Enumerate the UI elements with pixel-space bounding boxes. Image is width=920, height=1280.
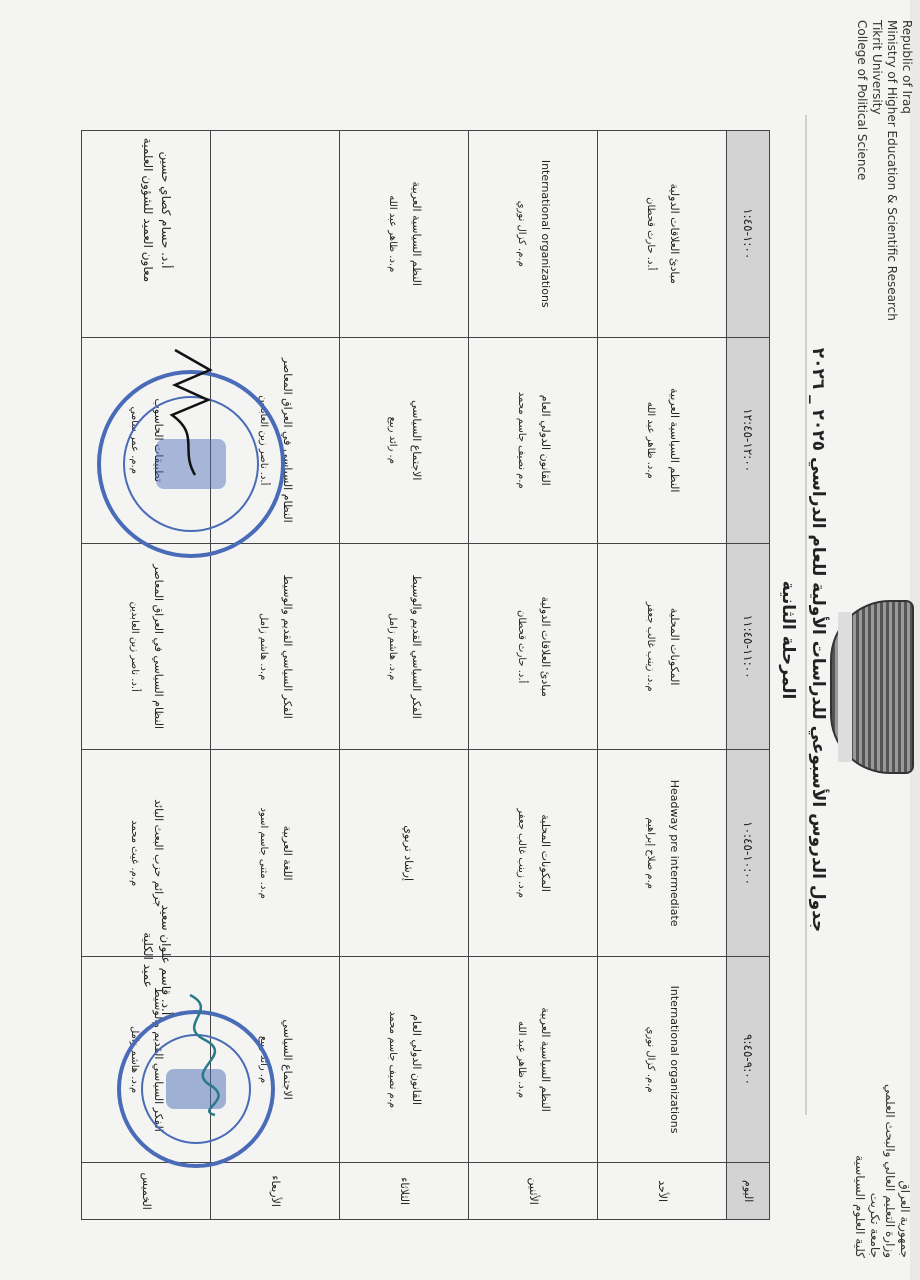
assistant-dean-title: معاون العميد للشؤون العلمية — [141, 137, 155, 283]
subject-name: International organizations — [539, 159, 552, 308]
table-row — [340, 131, 469, 1220]
header-arabic — [852, 918, 912, 1258]
class-cell — [469, 131, 598, 338]
header-ar-line: وزارة التعليم العالي والبحث العلمي — [883, 1084, 897, 1258]
instructor-name: أ.د. ناصر زين العابدين — [129, 601, 140, 692]
instructor-name: م.د. هاشم زامل — [258, 613, 269, 681]
instructor-name: م.د. ظاهر عبد الله — [645, 401, 656, 479]
class-cell — [340, 956, 469, 1162]
subject-name: جرائم حزب البعث البائد — [152, 799, 165, 908]
table-row — [598, 131, 727, 1220]
day-cell: الخميس — [82, 1163, 211, 1220]
subject-name: Headway pre intermediate — [668, 779, 681, 927]
subject-name: الفكر السياسي القديم والوسيط — [281, 574, 294, 719]
day-cell: الأربعاء — [211, 1163, 340, 1220]
class-cell — [211, 131, 340, 338]
subject-name: النظم السياسية العربية — [539, 1007, 552, 1112]
instructor-name: م. رائد ربيع — [258, 1035, 269, 1084]
instructor-name: م.م. عمر سامي — [129, 406, 140, 474]
subject-name: الاجتماع السياسي — [410, 399, 423, 481]
instructor-name: م.د. ظاهر عبد الله — [516, 1021, 527, 1099]
subject-name: الفكر السياسي القديم والوسيط — [152, 987, 165, 1132]
instructor-name: م.د. مثنى جاسم اسود — [258, 807, 269, 899]
instructor-name: أ.د. حارث قحطان — [516, 610, 527, 684]
instructor-name: م.م نصيف جاسم محمد — [516, 391, 527, 489]
assistant-dean-name: أ.د. حسام كصاي حسين — [159, 151, 173, 269]
class-cell — [598, 543, 727, 749]
subject-name: الفكر السياسي القديم والوسيط — [410, 574, 423, 719]
class-cell — [598, 956, 727, 1162]
instructor-name: م.د. هاشم زامل — [387, 613, 398, 681]
dean-signature-block — [139, 810, 175, 1110]
assistant-dean-signature-block — [139, 70, 175, 350]
day-cell: الثلاثاء — [340, 1163, 469, 1220]
subject-name: المكونات المحلية — [668, 607, 681, 686]
class-cell — [340, 543, 469, 749]
subject-name: المكونات المحلية — [539, 814, 552, 892]
time-header: ١٢:٠٠-١٢:٤٥ — [727, 337, 770, 543]
day-header: اليوم — [727, 1163, 770, 1220]
dean-title: عميد الكلية — [141, 932, 155, 988]
subject-name: تطبيقات الحاسوب — [152, 398, 165, 483]
document — [0, 10, 920, 1270]
header-en-line: Republic of Iraq — [900, 20, 914, 114]
day-cell: الأثنين — [469, 1163, 598, 1220]
instructor-name: م.م نصيف جاسم محمد — [387, 1011, 398, 1109]
subject-name: النظم السياسية العربية — [410, 181, 423, 286]
class-cell — [469, 337, 598, 543]
class-cell — [340, 337, 469, 543]
header-en-line: Tikrit University — [870, 20, 884, 115]
university-logo — [830, 600, 914, 774]
class-cell — [340, 750, 469, 956]
table-row — [469, 131, 598, 1220]
instructor-name: م.د. هاشم زامل — [129, 1025, 140, 1094]
class-cell — [598, 131, 727, 338]
class-cell — [598, 750, 727, 956]
table-header-row — [727, 131, 770, 1220]
instructor-name: أ.د. حارث قحطان — [645, 197, 656, 271]
subject-name: International organizations — [668, 985, 681, 1134]
time-header: ١٠:٠٠-١٠:٤٥ — [727, 750, 770, 956]
header-ar-line: كلية العلوم السياسية — [853, 1155, 867, 1258]
subject-name: القانون الدولي العام — [410, 1014, 423, 1106]
header-en-line: Ministry of Higher Education & Scientific Research — [885, 20, 899, 321]
subject-name: الاجتماع السياسي — [281, 1019, 294, 1100]
instructor-name: م. رائد ربيع — [387, 416, 398, 464]
dean-name: أ.د. قاسم علوان سعيد — [159, 904, 173, 1016]
instructor-name: م.م. كزال نوري — [516, 200, 527, 267]
header-ar-line: جمهورية العراق — [898, 1180, 912, 1258]
class-cell — [469, 956, 598, 1162]
instructor-name: م.م. غيث محمد — [129, 820, 140, 887]
dean-signature — [170, 990, 230, 1120]
class-cell — [340, 131, 469, 338]
subject-name: القانون الدولي العام — [539, 394, 552, 486]
subject-name: النظام السياسي في العراق المعاصر — [281, 357, 294, 523]
instructor-name: م.د. زينب غالب جعفر — [516, 808, 527, 898]
class-cell — [469, 543, 598, 749]
subject-name: مبادئ العلاقات الدولية — [668, 183, 681, 284]
time-header: ٩:٠٠-٩:٤٥ — [727, 956, 770, 1162]
class-cell — [469, 750, 598, 956]
instructor-name: م.د. زينب غالب جعفر — [645, 601, 656, 692]
schedule-title: جدول الدروس الأسبوعي للدراسات الأولية للعام الدراسي ٢٠٢٥ _ ٢٠٢٦ — [808, 347, 828, 933]
class-cell — [211, 750, 340, 956]
subject-name: إرشاد تربوي — [402, 825, 415, 882]
subject-name: النظام السياسي في العراق المعاصر — [152, 564, 165, 730]
subject-name: مبادئ العلاقات الدولية — [539, 596, 552, 697]
subject-name: النظم السياسية العربية — [668, 388, 681, 493]
header-ar-line: جامعة تكريت — [868, 1192, 882, 1258]
time-header: ١:٠٠-١:٤٥ — [727, 131, 770, 338]
instructor-name: أ.د. ناصر زين العابدين — [258, 395, 269, 486]
class-cell — [82, 543, 211, 749]
assistant-dean-signature — [160, 340, 220, 480]
subject-name: اللغة العربية — [281, 825, 294, 881]
instructor-name: م.د. ظاهر عبد الله — [387, 195, 398, 273]
class-cell — [211, 543, 340, 749]
instructor-name: م.م. كزال نوري — [645, 1026, 656, 1093]
time-header: ١١:٠٠-١١:٤٥ — [727, 543, 770, 749]
header-en-line: College of Political Science — [855, 20, 869, 181]
day-cell: الأحد — [598, 1163, 727, 1220]
header-english — [854, 20, 914, 350]
stage-subtitle: المرحلة الثانية — [778, 580, 798, 700]
class-cell — [598, 337, 727, 543]
instructor-name: م.م صلاح إبراهيم — [645, 817, 656, 889]
